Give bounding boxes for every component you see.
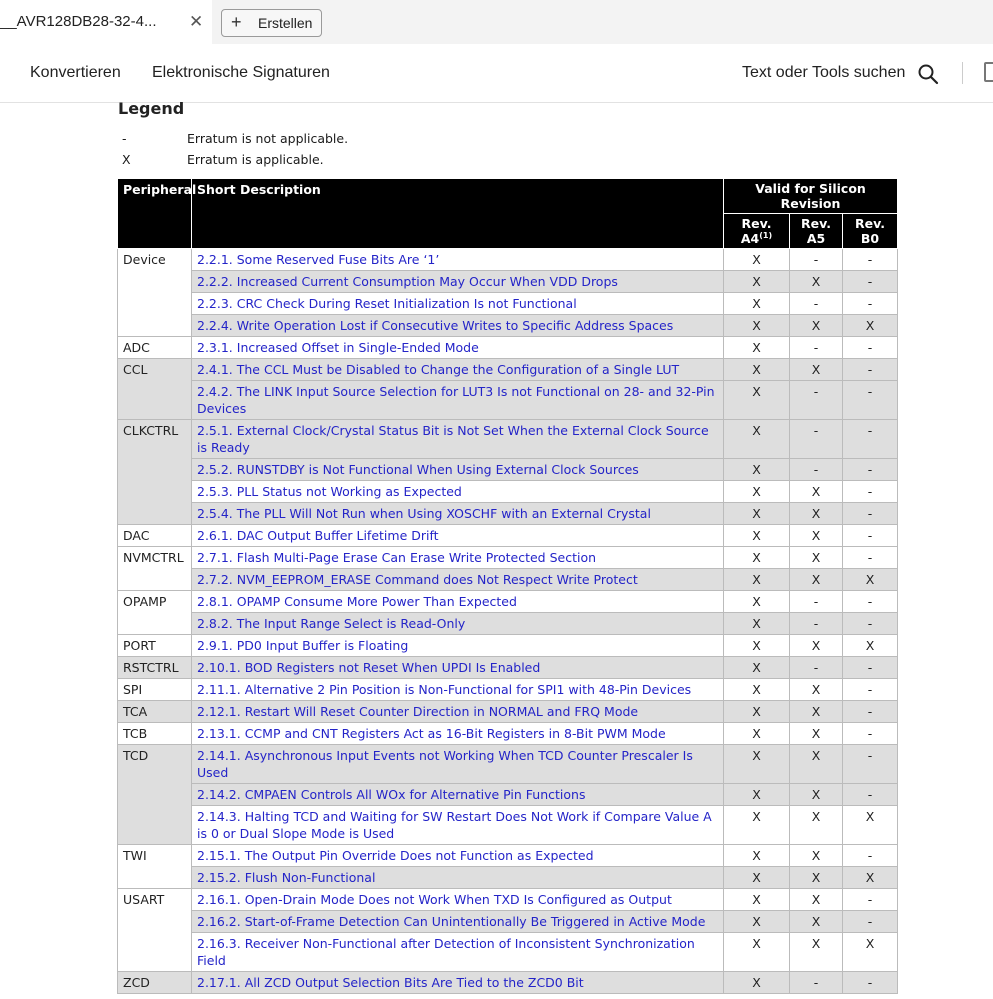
table-row — [118, 867, 898, 889]
rev-a4-cell: X — [724, 359, 790, 381]
peripheral-cell: TCD — [118, 745, 192, 845]
rev-a4-cell: X — [724, 381, 790, 420]
erratum-link[interactable]: 2.7.1. Flash Multi-Page Erase Can Erase Write Protected Section — [192, 547, 724, 569]
erratum-link[interactable]: 2.2.3. CRC Check During Reset Initialization Is not Functional — [192, 293, 724, 315]
erratum-link[interactable]: 2.4.2. The LINK Input Source Selection for LUT3 Is not Functional on 28- and 32-Pin Devices — [192, 381, 724, 420]
rev-a4-cell: X — [724, 867, 790, 889]
rev-a5-cell: - — [790, 613, 843, 635]
legend-title: Legend — [118, 99, 185, 118]
table-row — [118, 525, 898, 547]
table-row — [118, 547, 898, 569]
rev-a4-cell: X — [724, 745, 790, 784]
table-row — [118, 459, 898, 481]
table-row — [118, 271, 898, 293]
table-row — [118, 889, 898, 911]
table-row — [118, 806, 898, 845]
erratum-link[interactable]: 2.9.1. PD0 Input Buffer is Floating — [192, 635, 724, 657]
create-button-label: Erstellen — [258, 15, 313, 31]
header-rev-a5: Rev. A5 — [790, 214, 843, 249]
table-row — [118, 420, 898, 459]
rev-b0-cell: - — [843, 745, 898, 784]
rev-a5-cell: - — [790, 381, 843, 420]
rev-b0-cell: - — [843, 889, 898, 911]
rev-b0-cell: - — [843, 525, 898, 547]
tab-bar — [0, 0, 993, 44]
rev-a4-cell: X — [724, 337, 790, 359]
table-row — [118, 911, 898, 933]
document-tab[interactable] — [0, 0, 212, 44]
rev-a4-cell: X — [724, 591, 790, 613]
rev-b0-cell: X — [843, 867, 898, 889]
rev-a5-cell: X — [790, 569, 843, 591]
erratum-link[interactable]: 2.8.2. The Input Range Select is Read-Only — [192, 613, 724, 635]
rev-b0-cell: - — [843, 657, 898, 679]
erratum-link[interactable]: 2.16.3. Receiver Non-Functional after Detection of Inconsistent Synchronization Field — [192, 933, 724, 972]
peripheral-cell: TCB — [118, 723, 192, 745]
erratum-link[interactable]: 2.3.1. Increased Offset in Single-Ended Mode — [192, 337, 724, 359]
rev-a5-cell: X — [790, 679, 843, 701]
rev-a4-cell: X — [724, 679, 790, 701]
rev-a4-cell: X — [724, 315, 790, 337]
close-icon[interactable]: ✕ — [189, 12, 204, 31]
erratum-link[interactable]: 2.11.1. Alternative 2 Pin Position is Non-Functional for SPI1 with 48-Pin Devices — [192, 679, 724, 701]
rev-a5-cell: X — [790, 503, 843, 525]
peripheral-cell: CCL — [118, 359, 192, 420]
rev-a5-cell: X — [790, 525, 843, 547]
rev-a4-cell: X — [724, 459, 790, 481]
table-row — [118, 701, 898, 723]
rev-a4-cell: X — [724, 569, 790, 591]
toolbar-divider — [962, 62, 963, 84]
table-row — [118, 337, 898, 359]
legend-text: Erratum is not applicable. — [187, 131, 349, 146]
erratum-link[interactable]: 2.5.2. RUNSTDBY is Not Functional When Using External Clock Sources — [192, 459, 724, 481]
table-row — [118, 359, 898, 381]
rev-a5-cell: X — [790, 723, 843, 745]
rev-b0-cell: - — [843, 459, 898, 481]
table-row — [118, 569, 898, 591]
errata-table — [117, 178, 898, 994]
rev-a4-cell: X — [724, 933, 790, 972]
rev-a4-cell: X — [724, 784, 790, 806]
table-row — [118, 381, 898, 420]
peripheral-cell: RSTCTRL — [118, 657, 192, 679]
erratum-link[interactable]: 2.5.4. The PLL Will Not Run when Using XOSCHF with an External Crystal — [192, 503, 724, 525]
peripheral-cell: TCA — [118, 701, 192, 723]
header-peripheral: Peripheral — [118, 179, 192, 249]
table-row — [118, 503, 898, 525]
rev-b0-cell: - — [843, 503, 898, 525]
rev-a4-cell: X — [724, 657, 790, 679]
rev-a4-cell: X — [724, 635, 790, 657]
erratum-link[interactable]: 2.5.3. PLL Status not Working as Expected — [192, 481, 724, 503]
peripheral-cell: Device — [118, 249, 192, 337]
search-tools-label[interactable]: Text oder Tools suchen — [742, 64, 906, 81]
plus-icon: + — [231, 12, 242, 32]
rev-a4-cell: X — [724, 547, 790, 569]
rev-b0-cell: - — [843, 381, 898, 420]
erratum-link[interactable]: 2.10.1. BOD Registers not Reset When UPDI Is Enabled — [192, 657, 724, 679]
erratum-link[interactable]: 2.14.1. Asynchronous Input Events not Working When TCD Counter Prescaler Is Used — [192, 745, 724, 784]
rev-a5-cell: X — [790, 867, 843, 889]
esign-menu[interactable]: Elektronische Signaturen — [152, 64, 330, 81]
rev-a4-cell: X — [724, 613, 790, 635]
errata-body — [118, 249, 898, 994]
rev-b0-cell: - — [843, 723, 898, 745]
header-rev-a4: Rev. A4$^{(1)}$ — [724, 214, 790, 249]
table-row — [118, 249, 898, 271]
peripheral-cell: NVMCTRL — [118, 547, 192, 591]
table-row — [118, 745, 898, 784]
convert-menu[interactable]: Konvertieren — [30, 64, 121, 81]
rev-a5-cell: X — [790, 784, 843, 806]
rev-a4-cell: X — [724, 889, 790, 911]
erratum-link[interactable]: 2.8.1. OPAMP Consume More Power Than Expected — [192, 591, 724, 613]
rev-a5-cell: - — [790, 249, 843, 271]
rev-b0-cell: - — [843, 784, 898, 806]
rev-b0-cell: X — [843, 933, 898, 972]
rev-b0-cell: - — [843, 271, 898, 293]
rev-a4-cell: X — [724, 806, 790, 845]
rev-b0-cell: - — [843, 293, 898, 315]
peripheral-cell: OPAMP — [118, 591, 192, 635]
rev-a5-cell: X — [790, 635, 843, 657]
rev-b0-cell: - — [843, 337, 898, 359]
rev-b0-cell: - — [843, 547, 898, 569]
rev-a5-cell: X — [790, 745, 843, 784]
erratum-link[interactable]: 2.16.1. Open-Drain Mode Does not Work When TXD Is Configured as Output — [192, 889, 724, 911]
table-row — [118, 613, 898, 635]
rev-b0-cell: - — [843, 845, 898, 867]
rev-b0-cell: - — [843, 911, 898, 933]
rev-a4-cell: X — [724, 481, 790, 503]
rev-b0-cell: - — [843, 613, 898, 635]
erratum-link[interactable]: 2.15.2. Flush Non-Functional — [192, 867, 724, 889]
rev-a5-cell: - — [790, 972, 843, 994]
rev-a4-cell: X — [724, 525, 790, 547]
table-row — [118, 679, 898, 701]
rev-a5-cell: X — [790, 845, 843, 867]
rev-a4-cell: X — [724, 420, 790, 459]
legend-symbol: - — [122, 131, 127, 146]
table-row — [118, 933, 898, 972]
rev-a5-cell: - — [790, 293, 843, 315]
rev-b0-cell: - — [843, 701, 898, 723]
erratum-link[interactable]: 2.2.1. Some Reserved Fuse Bits Are ‘1’ — [192, 249, 724, 271]
erratum-link[interactable]: 2.15.1. The Output Pin Override Does not Function as Expected — [192, 845, 724, 867]
rev-a5-cell: X — [790, 933, 843, 972]
erratum-link[interactable]: 2.13.1. CCMP and CNT Registers Act as 16-Bit Registers in 8-Bit PWM Mode — [192, 723, 724, 745]
rev-b0-cell: X — [843, 635, 898, 657]
table-row — [118, 723, 898, 745]
rev-a5-cell: X — [790, 889, 843, 911]
table-row — [118, 972, 898, 994]
table-row — [118, 635, 898, 657]
rev-a5-cell: X — [790, 315, 843, 337]
erratum-link[interactable]: 2.14.3. Halting TCD and Waiting for SW Restart Does Not Work if Compare Value A is 0 or Dual Slope Mode is Used — [192, 806, 724, 845]
rev-a4-cell: X — [724, 293, 790, 315]
rev-b0-cell: - — [843, 591, 898, 613]
rev-b0-cell: - — [843, 972, 898, 994]
table-row — [118, 293, 898, 315]
erratum-link[interactable]: 2.4.1. The CCL Must be Disabled to Change the Configuration of a Single LUT — [192, 359, 724, 381]
rev-a5-cell: X — [790, 547, 843, 569]
rev-a4-cell: X — [724, 723, 790, 745]
header-valid-revision: Valid for Silicon Revision — [724, 179, 898, 214]
erratum-link[interactable]: 2.5.1. External Clock/Crystal Status Bit is Not Set When the External Clock Source is Ready — [192, 420, 724, 459]
legend-text: Erratum is applicable. — [187, 152, 324, 167]
rev-a5-cell: X — [790, 701, 843, 723]
rev-a5-cell: - — [790, 591, 843, 613]
erratum-link[interactable]: 2.17.1. All ZCD Output Selection Bits Are Tied to the ZCD0 Bit — [192, 972, 724, 994]
create-button[interactable] — [221, 9, 322, 37]
legend-symbol: X — [122, 152, 131, 167]
peripheral-cell: CLKCTRL — [118, 420, 192, 525]
search-icon[interactable] — [917, 63, 939, 85]
peripheral-cell: PORT — [118, 635, 192, 657]
toolbar — [0, 44, 993, 103]
erratum-link[interactable]: 2.7.2. NVM_EEPROM_ERASE Command does Not Respect Write Protect — [192, 569, 724, 591]
rev-a5-cell: - — [790, 337, 843, 359]
table-row — [118, 784, 898, 806]
rev-a4-cell: X — [724, 845, 790, 867]
rev-a5-cell: X — [790, 911, 843, 933]
rev-b0-cell: - — [843, 679, 898, 701]
rev-b0-cell: X — [843, 806, 898, 845]
header-rev-b0: Rev. B0 — [843, 214, 898, 249]
table-row — [118, 845, 898, 867]
rev-b0-cell: - — [843, 249, 898, 271]
peripheral-cell: TWI — [118, 845, 192, 889]
peripheral-cell: DAC — [118, 525, 192, 547]
rev-a4-cell: X — [724, 503, 790, 525]
rev-a4-cell: X — [724, 271, 790, 293]
rev-a5-cell: X — [790, 359, 843, 381]
rev-a4-cell: X — [724, 249, 790, 271]
peripheral-cell: USART — [118, 889, 192, 972]
rev-a5-cell: - — [790, 657, 843, 679]
peripheral-cell: ADC — [118, 337, 192, 359]
table-row — [118, 481, 898, 503]
rev-a5-cell: - — [790, 459, 843, 481]
tab-title[interactable]: __AVR128DB28-32-4... — [0, 13, 157, 30]
rev-a5-cell: X — [790, 806, 843, 845]
table-row — [118, 657, 898, 679]
erratum-link[interactable]: 2.2.2. Increased Current Consumption May Occur When VDD Drops — [192, 271, 724, 293]
panel-toggle-icon[interactable] — [984, 62, 993, 82]
erratum-link[interactable]: 2.6.1. DAC Output Buffer Lifetime Drift — [192, 525, 724, 547]
erratum-link[interactable]: 2.2.4. Write Operation Lost if Consecutive Writes to Specific Address Spaces — [192, 315, 724, 337]
rev-a4-cell: X — [724, 701, 790, 723]
peripheral-cell: ZCD — [118, 972, 192, 994]
rev-b0-cell: - — [843, 420, 898, 459]
rev-a5-cell: X — [790, 481, 843, 503]
erratum-link[interactable]: 2.12.1. Restart Will Reset Counter Direction in NORMAL and FRQ Mode — [192, 701, 724, 723]
rev-a4-cell: X — [724, 972, 790, 994]
table-row — [118, 315, 898, 337]
rev-b0-cell: X — [843, 569, 898, 591]
rev-a5-cell: X — [790, 271, 843, 293]
rev-b0-cell: - — [843, 359, 898, 381]
peripheral-cell: SPI — [118, 679, 192, 701]
rev-a5-cell: - — [790, 420, 843, 459]
erratum-link[interactable]: 2.14.2. CMPAEN Controls All WOx for Alternative Pin Functions — [192, 784, 724, 806]
table-row — [118, 591, 898, 613]
rev-a4-cell: X — [724, 911, 790, 933]
erratum-link[interactable]: 2.16.2. Start-of-Frame Detection Can Unintentionally Be Triggered in Active Mode — [192, 911, 724, 933]
header-description: Short Description — [192, 179, 724, 249]
rev-b0-cell: - — [843, 481, 898, 503]
rev-b0-cell: X — [843, 315, 898, 337]
